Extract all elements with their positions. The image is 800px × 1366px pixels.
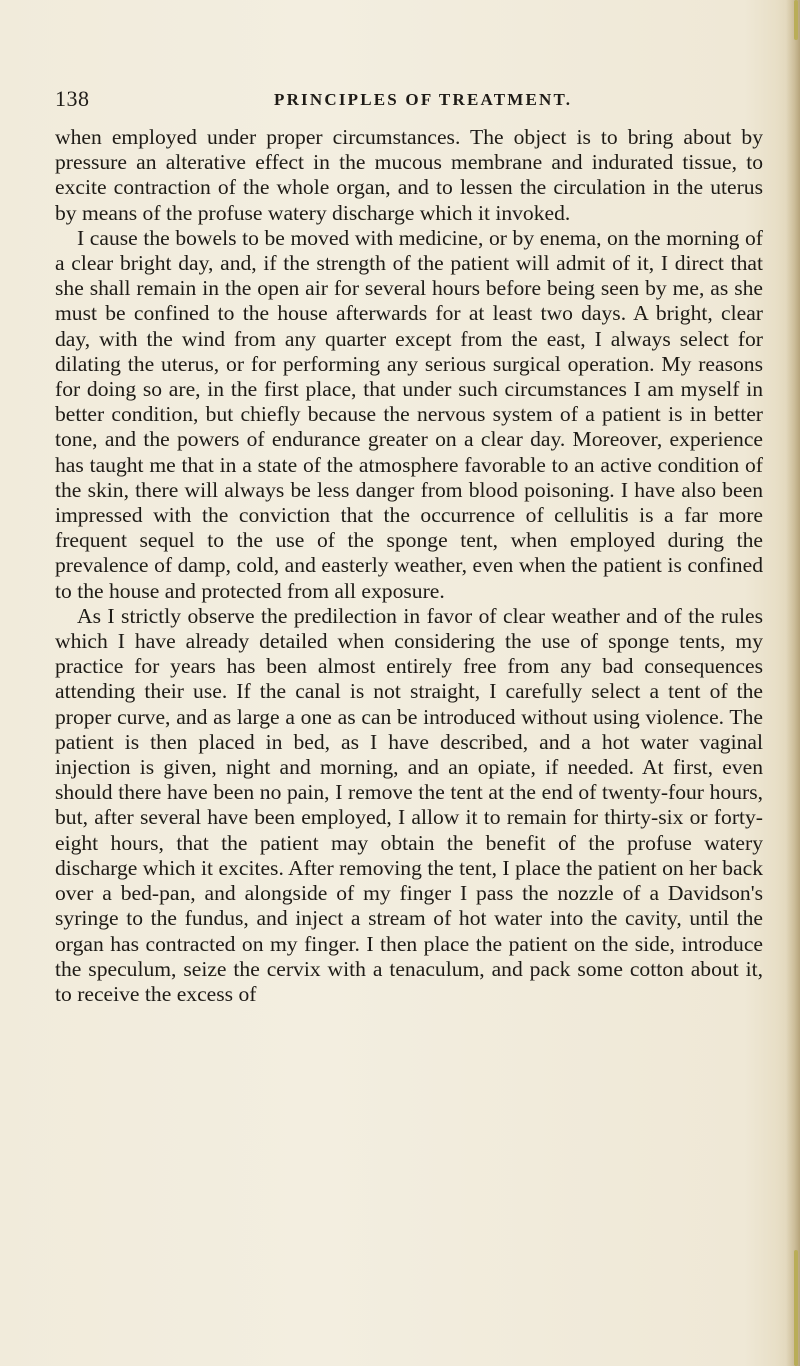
body-text	[55, 125, 763, 1007]
paragraph: As I strictly observe the predilection in favor of clear weather and of the rules which I have already detailed when considering the use of sponge tents, my practice for years has been almost entirely free from any bad consequences attending their use. If the canal is not straight, I carefully select a tent of the proper curve, and as large a one as can be introduced without using violence. The patient is then placed in bed, as I have described, and a hot water vaginal injection is given, night and morning, and an opiate, if needed. At first, even should there have been no pain, I remove the tent at the end of twenty-four hours, but, after several have been employed, I allow it to remain for thirty-six or forty-eight hours, that the patient may obtain the benefit of the profuse watery discharge which it excites. After removing the tent, I place the patient on her back over a bed-pan, and alongside of my finger I pass the nozzle of a Davidson's syringe to the fundus, and inject a stream of hot water into the cavity, until the organ has contracted on my finger. I then place the patient on the side, introduce the speculum, seize the cervix with a tenaculum, and pack some cotton about it, to receive the excess of	[55, 603, 763, 1006]
paragraph: when employed under proper circumstances. The object is to bring about by pressure an alterative effect in the mucous membrane and indurated tissue, to excite contraction of the whole organ, and to lessen the circulation in the uterus by means of the profuse watery discharge which it invoked.	[55, 125, 763, 225]
page-number: 138	[55, 86, 90, 111]
page-edge-mark	[794, 1250, 798, 1366]
page-header	[55, 86, 755, 112]
running-title: PRINCIPLES OF TREATMENT.	[274, 90, 573, 109]
page-edge-mark	[794, 0, 798, 40]
paragraph: I cause the bowels to be moved with medicine, or by enema, on the morning of a clear bright day, and, if the strength of the patient will admit of it, I direct that she shall remain in the open air for several hours before being seen by me, as she must be confined to the house afterwards for at least two days. A bright, clear day, with the wind from any quarter except from the east, I always select for dilating the uterus, or for performing any serious surgical operation. My reasons for doing so are, in the first place, that under such circumstances I am myself in better condition, but chiefly because the nervous system of a patient is in better tone, and the powers of endurance greater on a clear day. Moreover, experience has taught me that in a state of the atmosphere favorable to an active condition of the skin, there will always be less danger from blood poisoning. I have also been impressed with the conviction that the occurrence of cellulitis is a far more frequent sequel to the use of the sponge tent, when employed during the prevalence of damp, cold, and easterly weather, even when the patient is confined to the house and protected from all exposure.	[55, 225, 763, 603]
page-edge	[786, 0, 800, 1366]
